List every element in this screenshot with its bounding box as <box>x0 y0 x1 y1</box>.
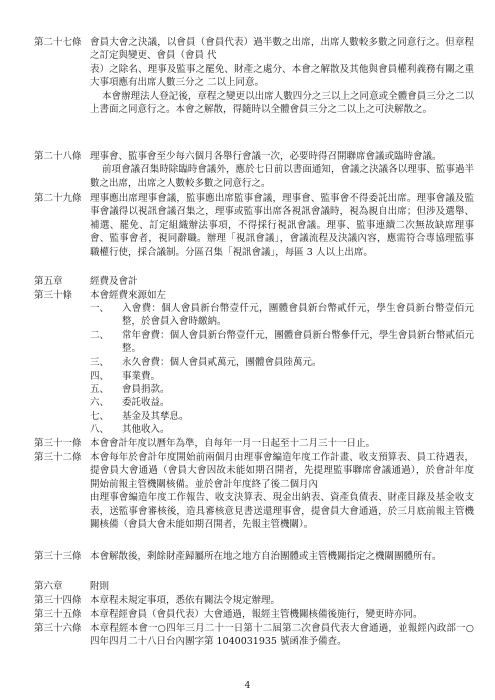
article-label: 第三十二條 <box>34 452 82 463</box>
list-item <box>90 396 474 409</box>
article-label: 第二十七條 <box>34 37 82 48</box>
chapter-title: 經費及會計 <box>90 276 138 287</box>
item-text: 常年會費：個人會員新台幣壹仟元，團體會員新台幣參仟元，學生會員新台幣貳佰元整。 <box>122 330 474 355</box>
list-item <box>90 383 474 396</box>
article-paragraph: 本章程經會員（會員代表）大會通過，報經主管機關核備後施行，變更時亦同。 <box>90 609 423 620</box>
list-item <box>90 423 474 436</box>
list-item <box>90 410 474 423</box>
list-item <box>90 329 474 356</box>
chapter-title: 附則 <box>90 581 110 592</box>
article-30 <box>34 289 474 302</box>
chapter-label: 第六章 <box>34 581 63 592</box>
chapter-5-heading <box>34 275 474 288</box>
article-paragraph: 本章程經本會一○四年三月二十一日第十二屆第二次會員代表大會通過，並報經內政部一○四年四月二十八日台內團字第 1040031935 號函准予備查。 <box>90 623 474 648</box>
item-text: 其他收入。 <box>122 424 170 435</box>
item-number: 三、 <box>90 357 110 368</box>
item-text: 委託收益。 <box>122 397 170 408</box>
article-paragraph: 由理事會編造年度工作報告、收支決算表、現金出納表、資產負債表、財產目錄及基金收支表，送監事會審核後，造具審核意見書送還理事會，提會員大會通過，於三月底前報主管機關核備（會員大會未能如期召開者，先報主管機關）。 <box>90 492 474 531</box>
article-paragraph: 本會每年於會計年度開始前兩個月由理事會編造年度工作計畫、收支預算表、員工待遇表，提會員大會通過（會員大會因故未能如期召開者，先提理監事聯席會議通過），於會計年度開始前報主管機關核備。並於會計年度終了後二個月內 <box>90 452 474 490</box>
article-paragraph: 本會解散後，剩餘財產歸屬所在地之地方自治團體或主管機關指定之機關團體所有。 <box>90 551 442 562</box>
article-36 <box>34 622 474 649</box>
article-29 <box>34 192 474 259</box>
item-number: 七、 <box>90 411 110 422</box>
article-label: 第三十六條 <box>34 623 82 634</box>
article-label: 第三十一條 <box>34 438 82 449</box>
article-paragraph: 理事會、監事會至少每六個月各舉行會議一次，必要時得召開聯席會議或臨時會議。 <box>90 151 442 162</box>
article-31 <box>34 437 474 450</box>
article-label: 第二十九條 <box>34 193 82 204</box>
article-label: 第二十八條 <box>34 151 82 162</box>
article-label: 第三十條 <box>34 290 73 301</box>
article-paragraph: 表）之除名、理事及監事之罷免、財產之處分、本會之解散及其他與會員權利義務有關之重大事項應有出席人數三分之 二以上同意。 <box>90 63 474 89</box>
item-number: 八、 <box>90 424 110 435</box>
article-paragraph: 前項會議召集時除臨時會議外，應於七日前以書面通知，會議之決議各以理事、監事過半數之出席，出席之人數較多數之同意行之。 <box>90 164 474 189</box>
article-33 <box>34 550 474 563</box>
article-28 <box>34 150 474 190</box>
article-paragraph: 本會辦理法人登記後，章程之變更以出席人數四分之三以上之同意或全體會員三分之二以上書面之同意行之。本會之解散，得隨時以全體會員三分之二以上之可決解散之。 <box>90 90 474 116</box>
article-27 <box>34 36 474 116</box>
item-number: 二、 <box>90 330 110 341</box>
article-34 <box>34 594 474 607</box>
article-label: 第三十五條 <box>34 609 82 620</box>
list-item <box>90 302 474 329</box>
item-text: 入會費：個人會員新台幣壹仟元，團體會員新台幣貳仟元，學生會員新台幣壹佰元整，於會員入會時繳納。 <box>122 303 474 328</box>
item-text: 永久會費：個人會員貳萬元，團體會員陸萬元。 <box>122 357 322 368</box>
article-paragraph: 本章程未規定事項，悉依有關法令規定辦理。 <box>90 595 281 606</box>
article-label: 第三十四條 <box>34 595 82 606</box>
list-item <box>90 356 474 369</box>
article-paragraph: 理事應出席理事會議，監事應出席監事會議，理事會、監事會不得委託出席。理事會議及監事會議得以視訊會議召集之，理事或監事出席各視訊會議時，視為親自出席；但涉及選舉、補選、罷免、訂定組織辦法事項，不得採行視訊會議。理事、監事連續二次無故缺席理事會、監事會者，視同辭職。辦理「視訊會議」，會議流程及決議內容，應需符合專協理監事職權行使，採合議制。分區召集「視訊會議」，每區 3 人以上出席。 <box>90 193 474 258</box>
item-number: 一、 <box>90 303 110 314</box>
article-paragraph: 本會會計年度以曆年為準，自每年一月一日起至十二月三十一日止。 <box>90 438 376 449</box>
page-number: 4 <box>244 681 251 691</box>
article-32 <box>34 451 474 531</box>
article-paragraph: 會員大會之決議，以會員（會員代表）過半數之出席，出席人數較多數之同意行之。但章程之訂定與變更、會員（會員 代 <box>90 37 474 62</box>
article-label: 第三十三條 <box>34 551 82 562</box>
item-text: 事業費。 <box>122 371 161 382</box>
item-number: 六、 <box>90 397 110 408</box>
item-text: 基金及其孳息。 <box>122 411 189 422</box>
chapter-6-heading <box>34 580 474 593</box>
item-number: 五、 <box>90 384 110 395</box>
chapter-label: 第五章 <box>34 276 63 287</box>
item-text: 會員捐款。 <box>122 384 170 395</box>
item-number: 四、 <box>90 371 110 382</box>
article-35 <box>34 608 474 621</box>
article-intro: 本會經費來源如左 <box>90 290 167 301</box>
list-item <box>90 370 474 383</box>
